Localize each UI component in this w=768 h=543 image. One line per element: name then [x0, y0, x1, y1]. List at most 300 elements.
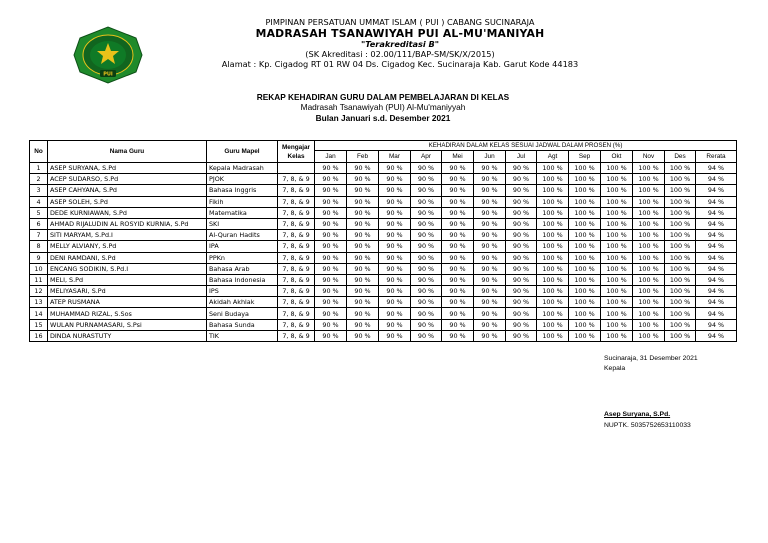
attendance-percent: 90 % [474, 207, 506, 218]
attendance-percent: 100 % [601, 252, 633, 263]
attendance-percent: 90 % [411, 263, 442, 274]
attendance-percent: 90 % [506, 330, 537, 341]
school-address: Alamat : Kp. Cigadog RT 01 RW 04 Ds. Cigadog Kec. Sucinaraja Kab. Garut Kode 44183 [221, 58, 579, 69]
attendance-percent: 90 % [506, 174, 537, 185]
attendance-percent: 90 % [379, 174, 411, 185]
attendance-percent: 90 % [506, 230, 537, 241]
attendance-percent: 100 % [601, 274, 633, 285]
attendance-percent: 90 % [379, 297, 411, 308]
attendance-percent: 100 % [537, 308, 569, 319]
row-number: 3 [30, 185, 48, 196]
table-row [30, 241, 737, 252]
attendance-percent: 100 % [665, 241, 696, 252]
subject: Bahasa Inggris [207, 185, 278, 196]
attendance-percent: 90 % [315, 163, 347, 174]
attendance-percent: 100 % [569, 286, 601, 297]
header-month: Nov [633, 151, 665, 163]
attendance-percent: 100 % [569, 319, 601, 330]
attendance-percent: 90 % [442, 330, 474, 341]
attendance-percent: 90 % [474, 241, 506, 252]
classes-taught: 7, 8, & 9 [278, 252, 315, 263]
attendance-percent: 90 % [474, 252, 506, 263]
teacher-name: WULAN PURNAMASARI, S.Psi [48, 319, 207, 330]
classes-taught: 7, 8, & 9 [278, 286, 315, 297]
attendance-percent: 90 % [347, 297, 379, 308]
attendance-percent: 100 % [633, 297, 665, 308]
average-percent: 94 % [696, 319, 737, 330]
teacher-name: SITI MARYAM, S.Pd.I [48, 230, 207, 241]
average-percent: 94 % [696, 196, 737, 207]
row-number: 4 [30, 196, 48, 207]
attendance-percent: 90 % [347, 308, 379, 319]
attendance-percent: 100 % [601, 241, 633, 252]
subject: PPKn [207, 252, 278, 263]
teacher-name: MUHAMMAD RIZAL, S.Sos [48, 308, 207, 319]
attendance-percent: 90 % [442, 263, 474, 274]
attendance-percent: 100 % [665, 185, 696, 196]
header-month: Mar [379, 151, 411, 163]
table-row [30, 319, 737, 330]
attendance-percent: 100 % [569, 252, 601, 263]
attendance-percent: 90 % [442, 196, 474, 207]
header-month: Okt [601, 151, 633, 163]
attendance-percent: 100 % [537, 230, 569, 241]
row-number: 1 [30, 163, 48, 174]
attendance-percent: 100 % [665, 286, 696, 297]
attendance-percent: 90 % [506, 286, 537, 297]
attendance-percent: 100 % [601, 196, 633, 207]
attendance-percent: 90 % [442, 174, 474, 185]
attendance-percent: 90 % [411, 207, 442, 218]
row-number: 11 [30, 274, 48, 285]
attendance-percent: 100 % [537, 207, 569, 218]
attendance-percent: 90 % [474, 218, 506, 229]
attendance-percent: 90 % [442, 286, 474, 297]
attendance-percent: 100 % [633, 185, 665, 196]
teacher-name: MELI, S.Pd [48, 274, 207, 285]
attendance-percent: 100 % [537, 319, 569, 330]
attendance-table [29, 140, 737, 342]
attendance-percent: 90 % [379, 196, 411, 207]
attendance-percent: 90 % [506, 218, 537, 229]
attendance-percent: 90 % [411, 286, 442, 297]
attendance-percent: 100 % [665, 319, 696, 330]
attendance-percent: 90 % [442, 230, 474, 241]
title-line-3: Bulan Januari s.d. Desember 2021 [315, 112, 451, 123]
row-number: 9 [30, 252, 48, 263]
attendance-percent: 90 % [506, 207, 537, 218]
teacher-name: MELLY ALVIANY, S.Pd [48, 241, 207, 252]
attendance-percent: 100 % [601, 297, 633, 308]
subject: Akidah Akhlak [207, 297, 278, 308]
attendance-percent: 100 % [569, 297, 601, 308]
row-number: 7 [30, 230, 48, 241]
attendance-percent: 100 % [569, 230, 601, 241]
letterhead-text [200, 18, 600, 69]
document-title [200, 92, 566, 123]
table-row [30, 274, 737, 285]
row-number: 13 [30, 297, 48, 308]
attendance-percent: 100 % [569, 263, 601, 274]
school-name: MADRASAH TSANAWIYAH PUI AL-MU'MANIYAH [255, 26, 545, 40]
org-name: PIMPINAN PERSATUAN UMMAT ISLAM ( PUI ) CABANG SUCINARAJA [265, 17, 535, 27]
accreditation-sk: (SK Akreditasi : 02.00/111/BAP-SM/SK/X/2015) [305, 49, 495, 60]
attendance-percent: 100 % [633, 286, 665, 297]
attendance-percent: 90 % [315, 274, 347, 285]
attendance-percent: 100 % [633, 252, 665, 263]
attendance-percent: 90 % [347, 207, 379, 218]
attendance-percent: 100 % [665, 163, 696, 174]
attendance-percent: 90 % [506, 274, 537, 285]
average-percent: 94 % [696, 174, 737, 185]
row-number: 6 [30, 218, 48, 229]
attendance-percent: 90 % [506, 196, 537, 207]
attendance-percent: 90 % [379, 252, 411, 263]
attendance-percent: 90 % [442, 185, 474, 196]
attendance-percent: 90 % [347, 241, 379, 252]
attendance-percent: 90 % [442, 308, 474, 319]
attendance-percent: 90 % [474, 330, 506, 341]
attendance-percent: 100 % [665, 230, 696, 241]
attendance-percent: 90 % [347, 218, 379, 229]
attendance-percent: 100 % [537, 163, 569, 174]
attendance-percent: 90 % [411, 274, 442, 285]
subject: PJOK [207, 174, 278, 185]
subject: IPA [207, 241, 278, 252]
attendance-percent: 100 % [665, 263, 696, 274]
attendance-percent: 100 % [633, 274, 665, 285]
attendance-percent: 100 % [569, 207, 601, 218]
header-class: Mengajar Kelas [278, 141, 315, 163]
attendance-percent: 100 % [537, 185, 569, 196]
attendance-percent: 90 % [315, 196, 347, 207]
attendance-percent: 90 % [347, 174, 379, 185]
row-number: 15 [30, 319, 48, 330]
attendance-percent: 90 % [411, 174, 442, 185]
header-month: Agt [537, 151, 569, 163]
title-line-2: Madrasah Tsanawiyah (PUI) Al-Mu'maniyyah [300, 102, 466, 113]
classes-taught: 7, 8, & 9 [278, 185, 315, 196]
average-percent: 94 % [696, 185, 737, 196]
subject: Bahasa Indonesia [207, 274, 278, 285]
attendance-percent: 100 % [537, 274, 569, 285]
attendance-percent: 90 % [315, 241, 347, 252]
average-percent: 94 % [696, 263, 737, 274]
attendance-percent: 100 % [601, 207, 633, 218]
attendance-percent: 90 % [315, 230, 347, 241]
attendance-percent: 100 % [537, 286, 569, 297]
attendance-percent: 100 % [601, 330, 633, 341]
signature-place-date: Sucinaraja, 31 Desember 2021 [604, 355, 698, 362]
attendance-percent: 90 % [442, 297, 474, 308]
attendance-percent: 90 % [506, 308, 537, 319]
attendance-percent: 90 % [442, 274, 474, 285]
attendance-percent: 90 % [411, 319, 442, 330]
table-row [30, 218, 737, 229]
attendance-percent: 100 % [601, 286, 633, 297]
average-percent: 94 % [696, 252, 737, 263]
logo-base-text: PUI [103, 71, 113, 78]
subject: Bahasa Arab [207, 263, 278, 274]
classes-taught: 7, 8, & 9 [278, 207, 315, 218]
attendance-percent: 90 % [379, 330, 411, 341]
attendance-percent: 100 % [633, 319, 665, 330]
attendance-percent: 100 % [665, 207, 696, 218]
attendance-percent: 90 % [347, 330, 379, 341]
attendance-percent: 90 % [379, 308, 411, 319]
teacher-name: ENCANG SODIKIN, S.Pd.I [48, 263, 207, 274]
row-number: 10 [30, 263, 48, 274]
attendance-percent: 100 % [633, 308, 665, 319]
classes-taught: 7, 8, & 9 [278, 319, 315, 330]
signature-block [604, 354, 698, 429]
row-number: 12 [30, 286, 48, 297]
row-number: 5 [30, 207, 48, 218]
average-percent: 94 % [696, 163, 737, 174]
attendance-percent: 100 % [569, 241, 601, 252]
table-row [30, 185, 737, 196]
table-row [30, 207, 737, 218]
average-percent: 94 % [696, 241, 737, 252]
subject: IPS [207, 286, 278, 297]
attendance-percent: 100 % [569, 308, 601, 319]
header-month: Sep [569, 151, 601, 163]
attendance-percent: 100 % [601, 218, 633, 229]
attendance-percent: 100 % [633, 218, 665, 229]
attendance-percent: 90 % [474, 308, 506, 319]
attendance-percent: 100 % [569, 185, 601, 196]
attendance-percent: 100 % [633, 263, 665, 274]
attendance-percent: 90 % [411, 230, 442, 241]
attendance-percent: 90 % [315, 263, 347, 274]
classes-taught: 7, 8, & 9 [278, 230, 315, 241]
attendance-percent: 90 % [474, 319, 506, 330]
accreditation: "Terakreditasi B" [360, 39, 440, 50]
attendance-percent: 90 % [442, 252, 474, 263]
attendance-percent: 100 % [601, 163, 633, 174]
attendance-percent: 90 % [411, 252, 442, 263]
attendance-percent: 100 % [537, 218, 569, 229]
subject: Al-Quran Hadits [207, 230, 278, 241]
attendance-percent: 90 % [379, 263, 411, 274]
attendance-percent: 100 % [601, 174, 633, 185]
average-percent: 94 % [696, 218, 737, 229]
attendance-percent: 90 % [474, 286, 506, 297]
attendance-percent: 90 % [347, 230, 379, 241]
attendance-percent: 100 % [633, 174, 665, 185]
attendance-percent: 90 % [474, 163, 506, 174]
attendance-percent: 90 % [379, 185, 411, 196]
attendance-percent: 90 % [379, 241, 411, 252]
teacher-name: ASEP CAHYANA, S.Pd [48, 185, 207, 196]
attendance-percent: 100 % [665, 196, 696, 207]
attendance-percent: 100 % [537, 196, 569, 207]
header-month: Mei [442, 151, 474, 163]
attendance-percent: 90 % [506, 163, 537, 174]
subject: Matematika [207, 207, 278, 218]
average-percent: 94 % [696, 286, 737, 297]
teacher-name: ASEP SURYANA, S.Pd [48, 163, 207, 174]
average-percent: 94 % [696, 230, 737, 241]
teacher-name: AHMAD RIJALUDIN AL ROSYID KURNIA, S.Pd [48, 218, 207, 229]
attendance-percent: 90 % [379, 230, 411, 241]
table-row [30, 163, 737, 174]
row-number: 8 [30, 241, 48, 252]
subject: Kepala Madrasah [207, 163, 278, 174]
attendance-percent: 90 % [347, 319, 379, 330]
classes-taught: 7, 8, & 9 [278, 297, 315, 308]
teacher-name: DENI RAMDANI, S.Pd [48, 252, 207, 263]
table-row [30, 196, 737, 207]
attendance-percent: 100 % [633, 163, 665, 174]
title-line-1: REKAP KEHADIRAN GURU DALAM PEMBELAJARAN DI KELAS [256, 92, 510, 102]
attendance-percent: 90 % [347, 185, 379, 196]
subject: Bahasa Sunda [207, 319, 278, 330]
attendance-percent: 100 % [601, 230, 633, 241]
attendance-percent: 90 % [411, 241, 442, 252]
attendance-percent: 100 % [633, 207, 665, 218]
signatory-name: Asep Suryana, S.Pd. [604, 411, 671, 418]
attendance-percent: 100 % [537, 330, 569, 341]
attendance-percent: 90 % [442, 241, 474, 252]
table-row [30, 252, 737, 263]
header-attendance: KEHADIRAN DALAM KELAS SESUAI JADWAL DALAM PROSEN (%) [315, 141, 737, 151]
attendance-percent: 100 % [665, 274, 696, 285]
attendance-percent: 90 % [315, 207, 347, 218]
classes-taught: 7, 8, & 9 [278, 241, 315, 252]
attendance-percent: 100 % [633, 330, 665, 341]
attendance-percent: 90 % [474, 274, 506, 285]
attendance-percent: 100 % [633, 230, 665, 241]
subject: SKI [207, 218, 278, 229]
attendance-percent: 100 % [601, 263, 633, 274]
table-row [30, 230, 737, 241]
attendance-percent: 90 % [411, 330, 442, 341]
attendance-percent: 100 % [665, 252, 696, 263]
classes-taught: 7, 8, & 9 [278, 218, 315, 229]
attendance-percent: 100 % [569, 196, 601, 207]
attendance-percent: 100 % [569, 274, 601, 285]
attendance-percent: 90 % [379, 274, 411, 285]
attendance-percent: 90 % [379, 207, 411, 218]
attendance-percent: 100 % [537, 263, 569, 274]
attendance-percent: 100 % [537, 241, 569, 252]
teacher-name: DINDA NURASTUTY [48, 330, 207, 341]
attendance-percent: 90 % [315, 218, 347, 229]
attendance-percent: 100 % [569, 218, 601, 229]
teacher-name: MELIYASARI, S.Pd [48, 286, 207, 297]
attendance-percent: 90 % [474, 297, 506, 308]
attendance-percent: 90 % [411, 185, 442, 196]
attendance-percent: 100 % [569, 330, 601, 341]
header-month: Jan [315, 151, 347, 163]
table-row [30, 286, 737, 297]
attendance-percent: 90 % [315, 174, 347, 185]
attendance-percent: 90 % [474, 196, 506, 207]
signatory-id: NUPTK. 5035752653110033 [604, 422, 691, 429]
average-percent: 94 % [696, 297, 737, 308]
attendance-percent: 90 % [315, 319, 347, 330]
attendance-percent: 90 % [506, 252, 537, 263]
attendance-percent: 100 % [601, 319, 633, 330]
header-average: Rerata [696, 151, 737, 163]
attendance-percent: 90 % [379, 319, 411, 330]
attendance-percent: 90 % [506, 297, 537, 308]
header-month: Des [665, 151, 696, 163]
signature-position: Kepala [604, 364, 626, 372]
attendance-percent: 100 % [665, 308, 696, 319]
attendance-percent: 90 % [347, 163, 379, 174]
attendance-percent: 90 % [411, 297, 442, 308]
subject: Seni Budaya [207, 308, 278, 319]
attendance-percent: 100 % [537, 297, 569, 308]
teacher-name: DEDE KURNIAWAN, S.Pd [48, 207, 207, 218]
attendance-percent: 90 % [474, 185, 506, 196]
attendance-percent: 90 % [347, 196, 379, 207]
table-row [30, 308, 737, 319]
attendance-percent: 90 % [379, 286, 411, 297]
classes-taught: 7, 8, & 9 [278, 330, 315, 341]
teacher-name: ATEP RUSMANA [48, 297, 207, 308]
attendance-percent: 90 % [442, 319, 474, 330]
header-teacher-name: Nama Guru [48, 141, 207, 163]
header-month: Apr [411, 151, 442, 163]
attendance-percent: 90 % [379, 218, 411, 229]
classes-taught: 7, 8, & 9 [278, 263, 315, 274]
attendance-percent: 90 % [315, 185, 347, 196]
classes-taught: 7, 8, & 9 [278, 274, 315, 285]
attendance-percent: 90 % [442, 163, 474, 174]
attendance-percent: 100 % [665, 218, 696, 229]
attendance-percent: 90 % [347, 252, 379, 263]
attendance-percent: 100 % [601, 185, 633, 196]
header-month: Feb [347, 151, 379, 163]
attendance-percent: 90 % [474, 263, 506, 274]
attendance-percent: 100 % [537, 252, 569, 263]
attendance-percent: 90 % [411, 218, 442, 229]
attendance-percent: 100 % [569, 174, 601, 185]
classes-taught: 7, 8, & 9 [278, 308, 315, 319]
average-percent: 94 % [696, 308, 737, 319]
attendance-percent: 100 % [633, 241, 665, 252]
attendance-percent: 90 % [442, 218, 474, 229]
row-number: 14 [30, 308, 48, 319]
teacher-name: ASEP SOLEH, S.Pd [48, 196, 207, 207]
attendance-percent: 90 % [411, 308, 442, 319]
attendance-percent: 90 % [506, 241, 537, 252]
attendance-percent: 100 % [665, 330, 696, 341]
average-percent: 94 % [696, 274, 737, 285]
attendance-percent: 100 % [569, 163, 601, 174]
attendance-percent: 90 % [315, 330, 347, 341]
attendance-percent: 90 % [474, 174, 506, 185]
attendance-percent: 90 % [411, 196, 442, 207]
table-row [30, 174, 737, 185]
attendance-percent: 90 % [506, 263, 537, 274]
header-no: No [30, 141, 48, 163]
attendance-percent: 90 % [315, 308, 347, 319]
table-row [30, 263, 737, 274]
attendance-percent: 100 % [665, 174, 696, 185]
attendance-percent: 90 % [347, 286, 379, 297]
attendance-percent: 90 % [347, 274, 379, 285]
attendance-percent: 100 % [601, 308, 633, 319]
attendance-percent: 100 % [537, 174, 569, 185]
subject: Fikih [207, 196, 278, 207]
header-month: Jul [506, 151, 537, 163]
header-month: Jun [474, 151, 506, 163]
classes-taught: 7, 8, & 9 [278, 174, 315, 185]
